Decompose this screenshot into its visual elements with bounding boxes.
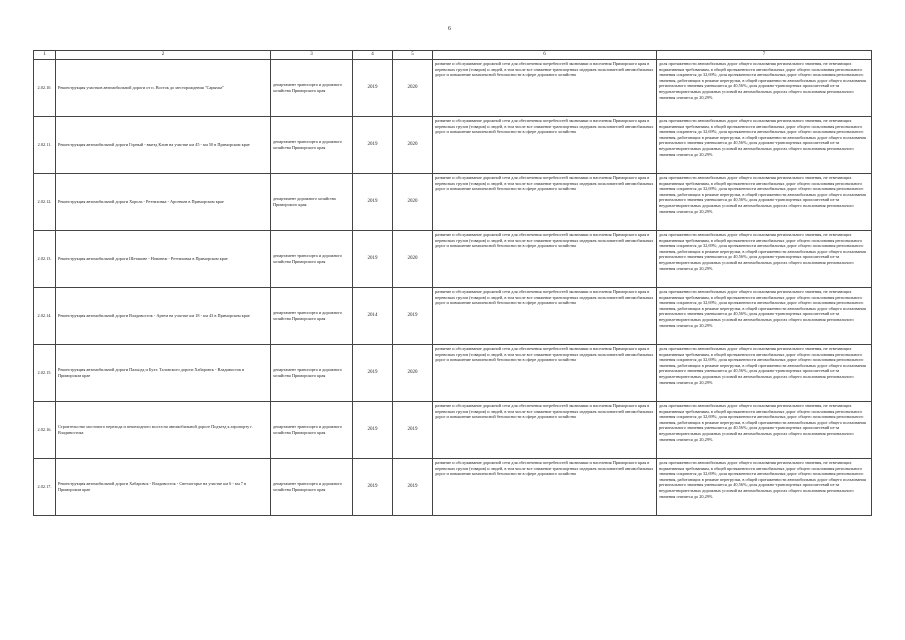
row-result: доля протяженности автомобильных дорог общего пользования регионального значения, не отвечающих нормативным требованиям, в общей протяженности автомобильных дорог общего пользования регионального значения сократится до 32,69%; доля протяженности автомобильных дорог общего пользования регионального значения, работающих в режиме перегрузки, в общей протяженности автомобильных дорог общего пользования регионального значения уменьшится до 40,56%; доля дорожно-транспортных происшествий из-за неудовлетворительных дорожных условий на автомобильных дорогах общего пользования регионального значения снизится до 20,29% [657,288,872,345]
measures-table [33,50,872,516]
row-executor: департамент транспорта и дорожного хозяйства Приморского края [271,60,353,117]
row-result: доля протяженности автомобильных дорог общего пользования регионального значения, не отвечающих нормативным требованиям, в общей протяженности автомобильных дорог общего пользования регионального значения сократится до 32,69%; доля протяженности автомобильных дорог общего пользования регионального значения, работающих в режиме перегрузки, в общей протяженности автомобильных дорог общего пользования регионального значения уменьшится до 40,56%; доля дорожно-транспортных происшествий из-за неудовлетворительных дорожных условий на автомобильных дорогах общего пользования регионального значения снизится до 20,29% [657,345,872,402]
row-executor: департамент транспорта и дорожного хозяйства Приморского края [271,288,353,345]
row-start-year: 2019 [353,231,393,288]
row-name: Реконструкция автомобильной дороги Хабаровск - Владивосток - Светлогорье на участке км 6 - км 7 в Приморском крае [56,459,271,516]
table-row [34,402,872,459]
row-end-year: 2019 [393,459,433,516]
header-col-3: 3 [271,51,353,60]
row-result: доля протяженности автомобильных дорог общего пользования регионального значения, не отвечающих нормативным требованиям, в общей протяженности автомобильных дорог общего пользования регионального значения сократится до 32,69%; доля протяженности автомобильных дорог общего пользования регионального значения, работающих в режиме перегрузки, в общей протяженности автомобильных дорог общего пользования регионального значения уменьшится до 40,56%; доля дорожно-транспортных происшествий из-за неудовлетворительных дорожных условий на автомобильных дорогах общего пользования регионального значения снизится до 20,29% [657,231,872,288]
row-id: 2.02.10. [34,60,56,117]
row-tasks: развитие и обслуживание дорожной сети для обеспечения потребностей экономики и населения Приморского края в перевозках грузов (товаров) и людей, в том числе все снижение транспортных издержек пользователей автомобильных дорог и повышение комплексной безопасности в сфере дорожного хозяйства [433,345,657,402]
row-executor: департамент дорожного хозяйства Приморского края [271,174,353,231]
row-name: Реконструкция участков автомобильной дороги от п. Восток до месторождения "Сарычье" [56,60,271,117]
row-result: доля протяженности автомобильных дорог общего пользования регионального значения, не отвечающих нормативным требованиям, в общей протяженности автомобильных дорог общего пользования регионального значения сократится до 32,69%; доля протяженности автомобильных дорог общего пользования регионального значения, работающих в режиме перегрузки, в общей протяженности автомобильных дорог общего пользования регионального значения уменьшится до 40,56%; доля дорожно-транспортных происшествий из-за неудовлетворительных дорожных условий на автомобильных дорогах общего пользования регионального значения снизится до 20,29% [657,459,872,516]
row-tasks: развитие и обслуживание дорожной сети для обеспечения потребностей экономики и населения Приморского края в перевозках грузов (товаров) и людей, в том числе все снижение транспортных издержек пользователей автомобильных дорог и повышение комплексной безопасности в сфере дорожного хозяйства [433,60,657,117]
header-col-1: 1 [34,51,56,60]
row-start-year: 2019 [353,60,393,117]
row-tasks: развитие и обслуживание дорожной сети для обеспечения потребностей экономики и населения Приморского края в перевозках грузов (товаров) и людей, в том числе все снижение транспортных издержек пользователей автомобильных дорог и повышение комплексной безопасности в сфере дорожного хозяйства [433,402,657,459]
row-tasks: развитие и обслуживание дорожной сети для обеспечения потребностей экономики и населения Приморского края в перевозках грузов (товаров) и людей, в том числе все снижение транспортных издержек пользователей автомобильных дорог и повышение комплексной безопасности в сфере дорожного хозяйства [433,174,657,231]
row-result: доля протяженности автомобильных дорог общего пользования регионального значения, не отвечающих нормативным требованиям, в общей протяженности автомобильных дорог общего пользования регионального значения сократится до 32,69%; доля протяженности автомобильных дорог общего пользования регионального значения, работающих в режиме перегрузки, в общей протяженности автомобильных дорог общего пользования регионального значения уменьшится до 40,56%; доля дорожно-транспортных происшествий из-за неудовлетворительных дорожных условий на автомобильных дорогах общего пользования регионального значения снизится до 20,29% [657,174,872,231]
header-col-4: 4 [353,51,393,60]
row-executor: департамент транспорта и дорожного хозяйства Приморского края [271,459,353,516]
row-executor: департамент транспорта и дорожного хозяйства Приморского края [271,117,353,174]
row-id: 2.02.16. [34,402,56,459]
row-name: Строительство мостового перехода и пешеходного моста на автомобильной дороге Подъезд к аэропорту г. Владивостока [56,402,271,459]
row-tasks: развитие и обслуживание дорожной сети для обеспечения потребностей экономики и населения Приморского края в перевозках грузов (товаров) и людей, в том числе все снижение транспортных издержек пользователей автомобильных дорог и повышение комплексной безопасности в сфере дорожного хозяйства [433,288,657,345]
row-end-year: 2020 [393,174,433,231]
row-start-year: 2019 [353,174,393,231]
row-id: 2.02.11. [34,117,56,174]
table-row [34,60,872,117]
row-id: 2.02.17. [34,459,56,516]
row-name: Реконструкция автомобильной дороги Хороль - Реттиховка - Арсеньев в Приморском крае [56,174,271,231]
table-row [34,231,872,288]
header-col-7: 7 [657,51,872,60]
table-row [34,288,872,345]
header-col-6: 6 [433,51,657,60]
header-row [34,51,872,60]
row-start-year: 2019 [353,459,393,516]
row-name: Реконструкция автомобильной дороги Шетакове - Новонеж - Реттиховка в Приморском крае [56,231,271,288]
row-end-year: 2020 [393,117,433,174]
row-end-year: 2020 [393,345,433,402]
row-id: 2.02.13. [34,231,56,288]
row-result: доля протяженности автомобильных дорог общего пользования регионального значения, не отвечающих нормативным требованиям, в общей протяженности автомобильных дорог общего пользования регионального значения сократится до 32,69%; доля протяженности автомобильных дорог общего пользования регионального значения, работающих в режиме перегрузки, в общей протяженности автомобильных дорог общего пользования регионального значения уменьшится до 40,56%; доля дорожно-транспортных происшествий из-за неудовлетворительных дорожных условий на автомобильных дорогах общего пользования регионального значения снизится до 20,29% [657,60,872,117]
row-id: 2.02.14. [34,288,56,345]
row-result: доля протяженности автомобильных дорог общего пользования регионального значения, не отвечающих нормативным требованиям, в общей протяженности автомобильных дорог общего пользования регионального значения сократится до 32,69%; доля протяженности автомобильных дорог общего пользования регионального значения, работающих в режиме перегрузки, в общей протяженности автомобильных дорог общего пользования регионального значения уменьшится до 40,56%; доля дорожно-транспортных происшествий из-за неудовлетворительных дорожных условий на автомобильных дорогах общего пользования регионального значения снизится до 20,29% [657,117,872,174]
row-executor: департамент транспорта и дорожного хозяйства Приморского края [271,345,353,402]
row-end-year: 2020 [393,60,433,117]
row-executor: департамент транспорта и дорожного хозяйства Приморского края [271,231,353,288]
row-tasks: развитие и обслуживание дорожной сети для обеспечения потребностей экономики и населения Приморского края в перевозках грузов (товаров) и людей, в том числе все снижение транспортных издержек пользователей автомобильных дорог и повышение комплексной безопасности в сфере дорожного хозяйства [433,459,657,516]
row-end-year: 2019 [393,402,433,459]
row-name: Реконструкция автомобильной дороги Пальцзд и Бухт. Таловского дороги Хабаровск - Владивосток в Приморском крае [56,345,271,402]
row-start-year: 2019 [353,345,393,402]
row-id: 2.02.15. [34,345,56,402]
row-tasks: развитие и обслуживание дорожной сети для обеспечения потребностей экономики и населения Приморского края в перевозках грузов (товаров) и людей, в том числе все снижение транспортных издержек пользователей автомобильных дорог и повышение комплексной безопасности в сфере дорожного хозяйства [433,117,657,174]
row-end-year: 2019 [393,288,433,345]
row-executor: департамент транспорта и дорожного хозяйства Приморского края [271,402,353,459]
row-tasks: развитие и обслуживание дорожной сети для обеспечения потребностей экономики и населения Приморского края в перевозках грузов (товаров) и людей, в том числе все снижение транспортных издержек пользователей автомобильных дорог и повышение комплексной безопасности в сфере дорожного хозяйства [433,231,657,288]
table-row [34,345,872,402]
page-number: 6 [448,26,451,32]
header-col-5: 5 [393,51,433,60]
header-col-2: 2 [56,51,271,60]
table-row [34,459,872,516]
table-row [34,117,872,174]
row-name: Реконструкция автомобильной дороги Горный - выезд Клин на участке км 45 - км 50 в Приморском крае [56,117,271,174]
row-start-year: 2019 [353,117,393,174]
row-start-year: 2014 [353,288,393,345]
row-start-year: 2019 [353,402,393,459]
row-result: доля протяженности автомобильных дорог общего пользования регионального значения, не отвечающих нормативным требованиям, в общей протяженности автомобильных дорог общего пользования регионального значения сократится до 32,69%; доля протяженности автомобильных дорог общего пользования регионального значения, работающих в режиме перегрузки, в общей протяженности автомобильных дорог общего пользования регионального значения уменьшится до 40,56%; доля дорожно-транспортных происшествий из-за неудовлетворительных дорожных условий на автомобильных дорогах общего пользования регионального значения снизится до 20,29% [657,402,872,459]
row-name: Реконструкция автомобильной дороги Владивосток - Артем на участке км 18 - км 43 в Приморском крае [56,288,271,345]
row-end-year: 2020 [393,231,433,288]
row-id: 2.02.12. [34,174,56,231]
table-row [34,174,872,231]
